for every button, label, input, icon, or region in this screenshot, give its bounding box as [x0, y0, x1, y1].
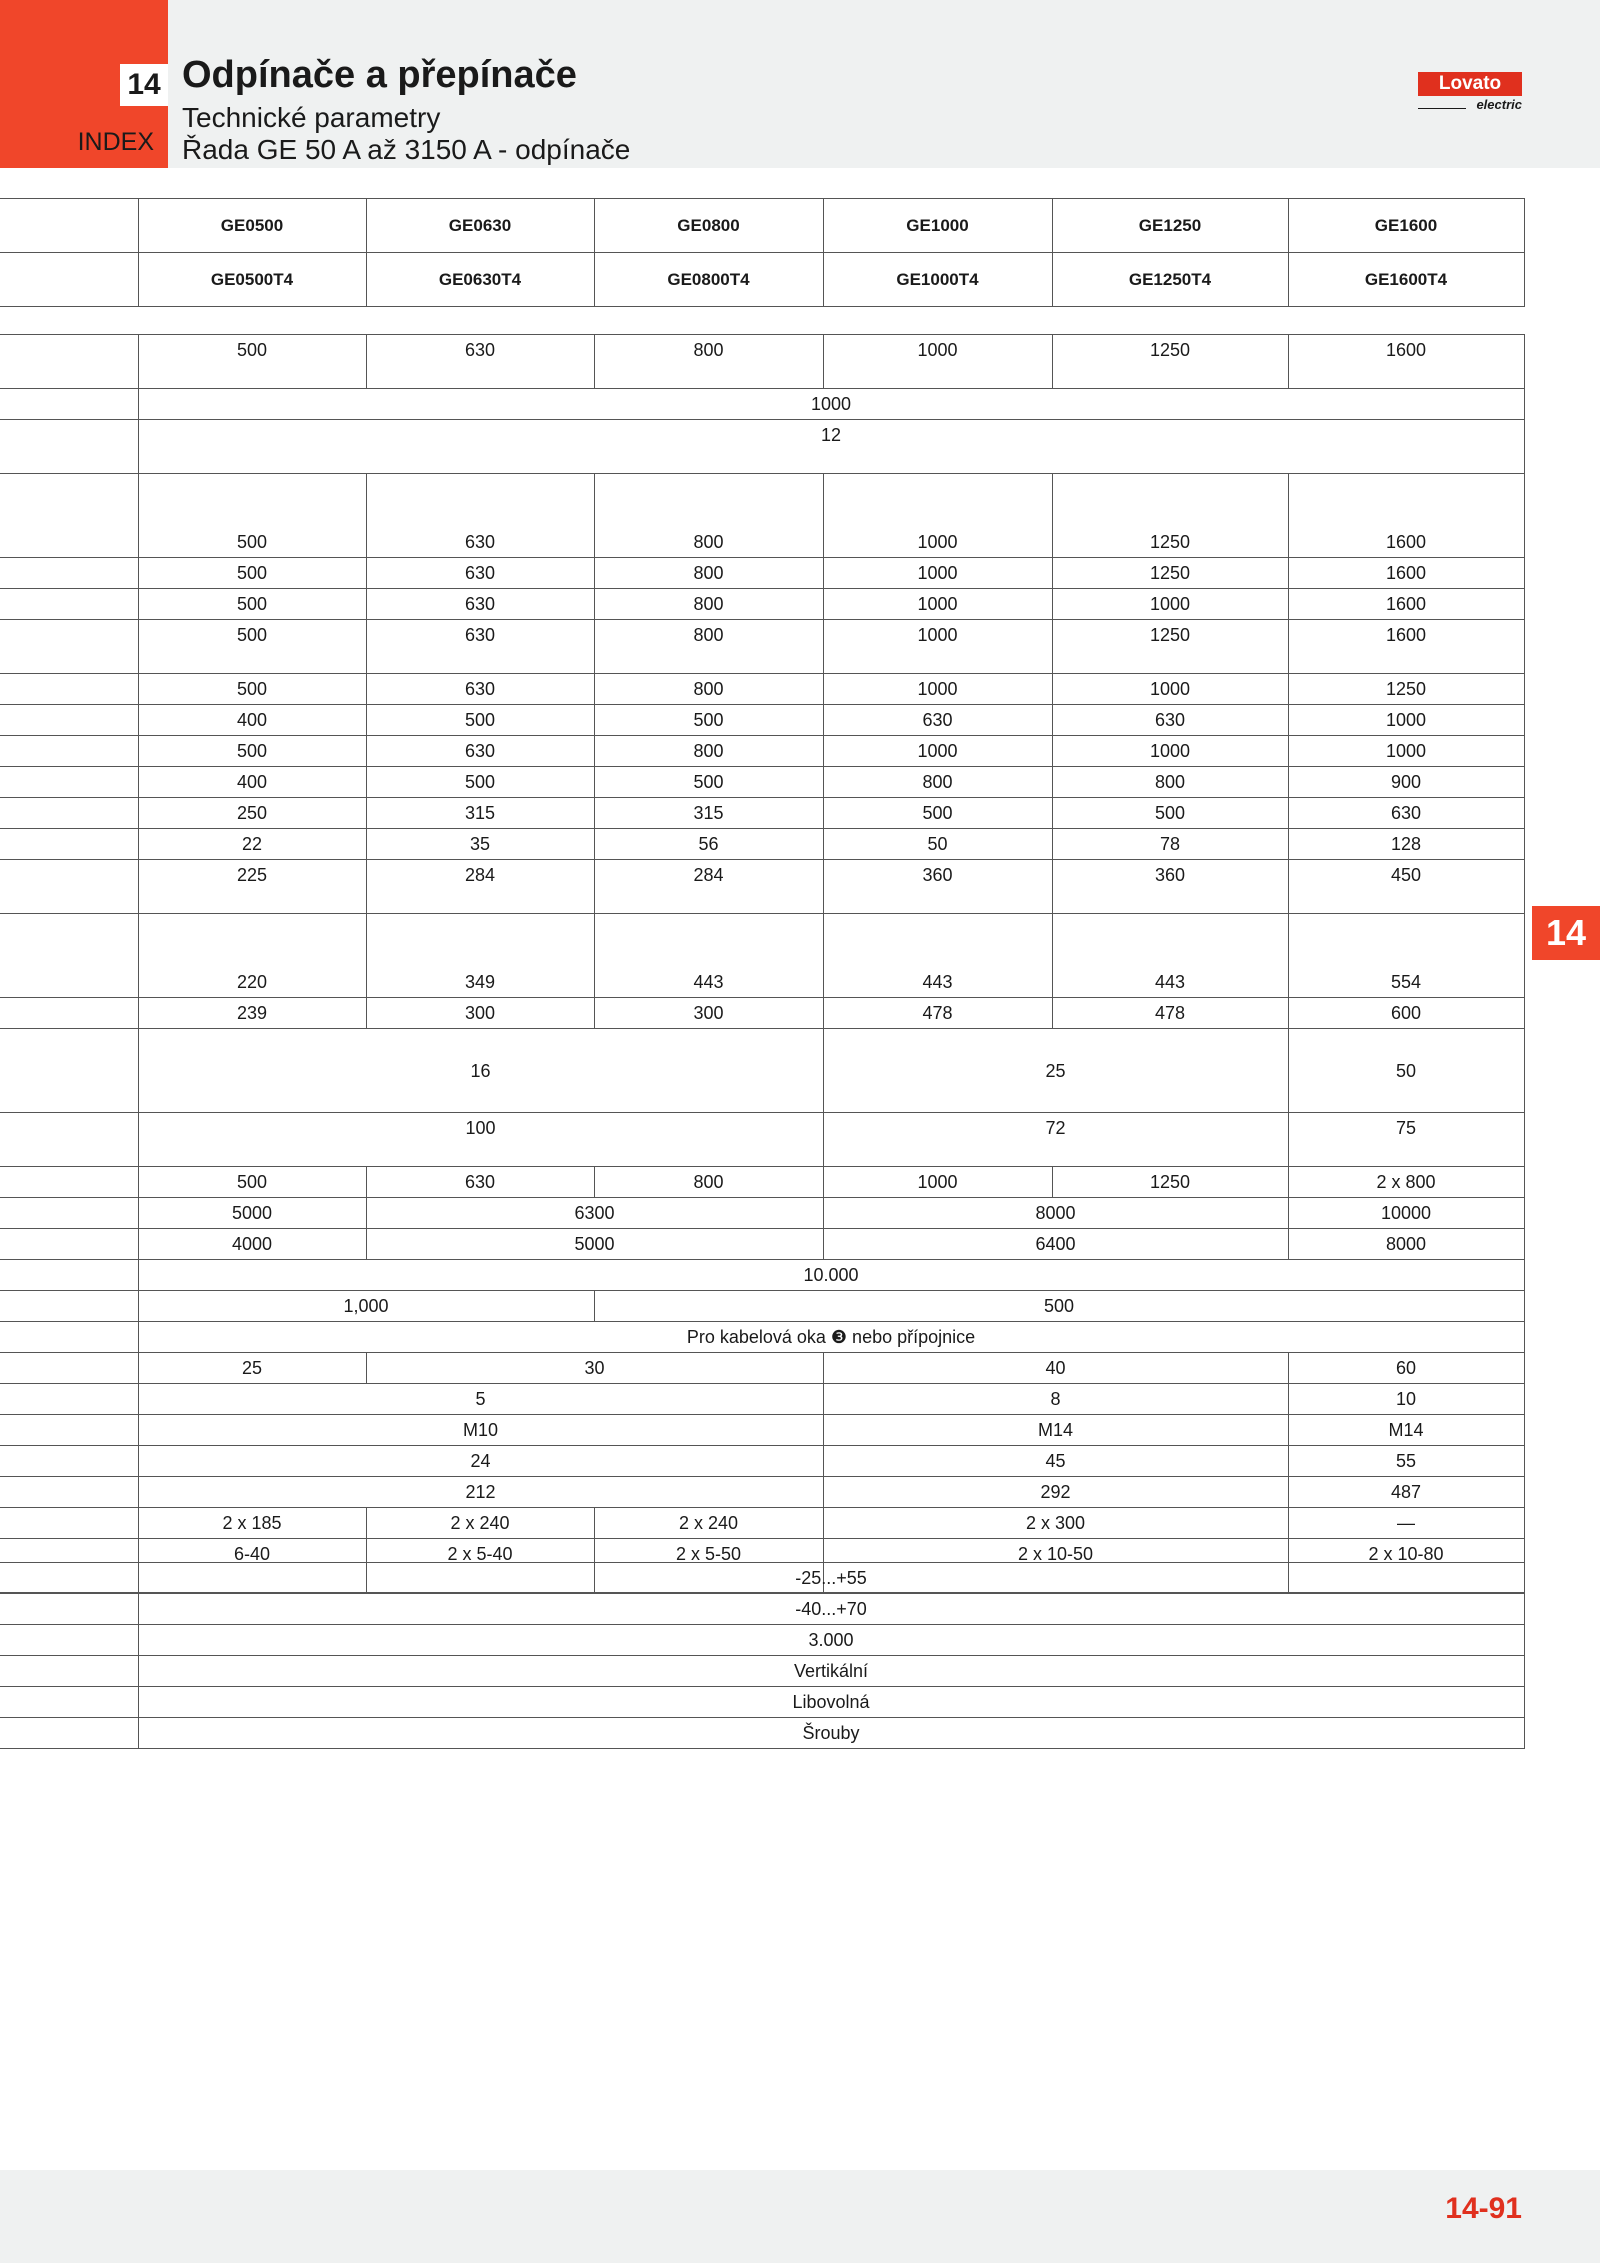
table-cell: 50: [1288, 1029, 1524, 1113]
table-cell: 1600: [1288, 558, 1524, 589]
table-cell: 1000: [823, 558, 1052, 589]
table-cell: 800: [823, 767, 1052, 798]
page-title: Odpínače a přepínače: [182, 54, 577, 96]
table-cell: 1250: [1288, 674, 1524, 705]
table-row: [0, 1322, 1524, 1353]
table-cell: 478: [823, 998, 1052, 1029]
table-cell: -25...+55: [138, 1563, 1524, 1594]
table-row: [0, 1687, 1524, 1718]
table-cell: 212: [138, 1477, 823, 1508]
models-table: [0, 198, 1525, 307]
table-cell: 500: [138, 335, 366, 389]
index-link[interactable]: INDEX: [77, 128, 154, 156]
table-cell: 5000: [366, 1229, 823, 1260]
table-cell: 500: [138, 589, 366, 620]
page-subtitle: Technické parametry: [182, 102, 441, 133]
table-cell: 360: [823, 860, 1052, 914]
table-cell: 1600: [1288, 474, 1524, 558]
table-cell: 2 x 800: [1288, 1167, 1524, 1198]
table-cell: 10.000: [138, 1260, 1524, 1291]
table-cell: 2 x 5-50: [594, 1539, 823, 1593]
table-cell: 443: [594, 914, 823, 998]
table-cell: 1250: [1052, 620, 1288, 674]
table-cell: 1000: [823, 589, 1052, 620]
table-cell: 630: [366, 1167, 594, 1198]
table-cell: 400: [138, 705, 366, 736]
table-cell: 800: [594, 474, 823, 558]
table-cell: 1250: [1052, 558, 1288, 589]
table-cell: 2 x 300: [823, 1508, 1288, 1539]
table-cell: M10: [138, 1415, 823, 1446]
table-cell: 1000: [1288, 705, 1524, 736]
table-row: [0, 335, 1524, 389]
table-cell: 900: [1288, 767, 1524, 798]
table-cell: 12: [138, 420, 1524, 474]
table-row: [0, 253, 1524, 307]
table-cell: 6-40: [138, 1539, 366, 1593]
table-row: [0, 798, 1524, 829]
table-cell: 2 x 10-80: [1288, 1539, 1524, 1593]
table-cell: 500: [823, 798, 1052, 829]
table-cell: 6400: [823, 1229, 1288, 1260]
table-cell: 45: [823, 1446, 1288, 1477]
table-cell: 315: [594, 798, 823, 829]
table-cell: 100: [138, 1113, 823, 1167]
table-cell: 16: [138, 1029, 823, 1113]
table-cell: 50: [823, 829, 1052, 860]
table-row: [0, 1594, 1524, 1625]
table-cell: 1000: [1052, 674, 1288, 705]
table-cell: 800: [1052, 767, 1288, 798]
table-cell: 487: [1288, 1477, 1524, 1508]
table-cell: 500: [1052, 798, 1288, 829]
table-cell: 22: [138, 829, 366, 860]
model-ge1000: GE1000: [823, 199, 1052, 253]
table-cell: 500: [366, 705, 594, 736]
table-cell: 500: [138, 474, 366, 558]
table-row: [0, 1508, 1524, 1539]
table-cell: 315: [366, 798, 594, 829]
model-ge1600t4: GE1600T4: [1288, 253, 1524, 307]
table-cell: 2 x 240: [366, 1508, 594, 1539]
table-row: [0, 1229, 1524, 1260]
model-ge0630t4: GE0630T4: [366, 253, 594, 307]
table-row: [0, 736, 1524, 767]
table-cell: 630: [823, 705, 1052, 736]
table-cell: 284: [594, 860, 823, 914]
table-row: [0, 1260, 1524, 1291]
page-footer: [0, 2170, 1600, 2263]
table-cell: Vertikální: [138, 1656, 1524, 1687]
table-row: [0, 1656, 1524, 1687]
table-cell: 1600: [1288, 620, 1524, 674]
table-cell: 500: [138, 736, 366, 767]
table-cell: 8000: [823, 1198, 1288, 1229]
section-tab[interactable]: [0, 0, 168, 168]
table-row: [0, 705, 1524, 736]
table-cell: 478: [1052, 998, 1288, 1029]
table-row: [0, 1718, 1524, 1749]
table-cell: 2 x 10-50: [823, 1539, 1288, 1593]
table-cell: 25: [823, 1029, 1288, 1113]
table-cell: 4000: [138, 1229, 366, 1260]
table-cell: 1000: [823, 1167, 1052, 1198]
table-cell: 450: [1288, 860, 1524, 914]
table-cell: 60: [1288, 1353, 1524, 1384]
table-cell: 284: [366, 860, 594, 914]
table-cell: 10000: [1288, 1198, 1524, 1229]
table-row: [0, 420, 1524, 474]
series-subtitle: Řada GE 50 A až 3150 A - odpínače: [182, 134, 631, 165]
table-row: [0, 914, 1524, 998]
table-row: [0, 1477, 1524, 1508]
table-cell: 128: [1288, 829, 1524, 860]
table-cell: M14: [823, 1415, 1288, 1446]
table-cell: 3.000: [138, 1625, 1524, 1656]
table-cell: 600: [1288, 998, 1524, 1029]
table-cell: 500: [138, 620, 366, 674]
table-cell: -40...+70: [138, 1594, 1524, 1625]
table-cell: 1000: [823, 474, 1052, 558]
table-cell: 78: [1052, 829, 1288, 860]
table-cell: 1000: [823, 620, 1052, 674]
table-cell: 800: [594, 736, 823, 767]
table-cell: 6300: [366, 1198, 823, 1229]
table-row: [0, 620, 1524, 674]
table-cell: 630: [366, 620, 594, 674]
table-cell: 500: [366, 767, 594, 798]
table-cell: 1000: [823, 736, 1052, 767]
table-row: [0, 1291, 1524, 1322]
table-cell: 8000: [1288, 1229, 1524, 1260]
table-row: [0, 1563, 1524, 1594]
table-row: [0, 474, 1524, 558]
table-row: [0, 589, 1524, 620]
table-cell: 1250: [1052, 474, 1288, 558]
table-cell: 2 x 240: [594, 1508, 823, 1539]
table-cell: 30: [366, 1353, 823, 1384]
table-cell: 1000: [1052, 589, 1288, 620]
logo-mark: Lovato: [1418, 72, 1522, 96]
table-cell: 500: [138, 558, 366, 589]
table-cell: 1000: [823, 674, 1052, 705]
table-row: [0, 829, 1524, 860]
table-cell: 24: [138, 1446, 823, 1477]
table-cell: 800: [594, 589, 823, 620]
table-row: [0, 1167, 1524, 1198]
model-ge0500: GE0500: [138, 199, 366, 253]
environment-table: [0, 1562, 1525, 1749]
table-cell: Libovolná: [138, 1687, 1524, 1718]
section-number: 14: [120, 64, 168, 106]
table-cell: 1600: [1288, 335, 1524, 389]
table-cell: 35: [366, 829, 594, 860]
model-ge1250: GE1250: [1052, 199, 1288, 253]
table-cell: 800: [594, 674, 823, 705]
lovato-logo: [1418, 72, 1522, 114]
table-cell: 40: [823, 1353, 1288, 1384]
model-ge0630: GE0630: [366, 199, 594, 253]
table-cell: 500: [594, 705, 823, 736]
table-cell: 2 x 5-40: [366, 1539, 594, 1593]
table-cell: 800: [594, 620, 823, 674]
table-row: [0, 1384, 1524, 1415]
table-cell: 1600: [1288, 589, 1524, 620]
parameters-table: [0, 334, 1525, 1593]
table-cell: 400: [138, 767, 366, 798]
table-cell: 10: [1288, 1384, 1524, 1415]
table-row: [0, 767, 1524, 798]
table-cell: 1250: [1052, 335, 1288, 389]
model-ge0800t4: GE0800T4: [594, 253, 823, 307]
table-cell: 630: [366, 736, 594, 767]
table-cell: 630: [366, 558, 594, 589]
table-cell: 500: [138, 1167, 366, 1198]
table-cell: 630: [1052, 705, 1288, 736]
table-cell: 800: [594, 335, 823, 389]
table-cell: 443: [823, 914, 1052, 998]
table-cell: 220: [138, 914, 366, 998]
table-cell: 630: [1288, 798, 1524, 829]
table-row: [0, 1625, 1524, 1656]
table-cell: 1000: [1288, 736, 1524, 767]
logo-underline: [1418, 108, 1466, 109]
table-cell: 349: [366, 914, 594, 998]
table-row: [0, 199, 1524, 253]
side-section-tab[interactable]: 14: [1532, 906, 1600, 960]
table-cell: 25: [138, 1353, 366, 1384]
model-ge0500t4: GE0500T4: [138, 253, 366, 307]
table-row: [0, 998, 1524, 1029]
table-row: [0, 1113, 1524, 1167]
table-cell: Pro kabelová oka ❸ nebo přípojnice: [138, 1322, 1524, 1353]
table-cell: 800: [594, 558, 823, 589]
table-row: [0, 1198, 1524, 1229]
table-cell: 630: [366, 589, 594, 620]
table-cell: 630: [366, 335, 594, 389]
table-row: [0, 1029, 1524, 1113]
table-cell: 56: [594, 829, 823, 860]
table-cell: 554: [1288, 914, 1524, 998]
table-cell: 1000: [1052, 736, 1288, 767]
page-number: 14-91: [1445, 2192, 1522, 2225]
table-cell: 500: [594, 767, 823, 798]
table-cell: 72: [823, 1113, 1288, 1167]
table-cell: 250: [138, 798, 366, 829]
table-cell: 5000: [138, 1198, 366, 1229]
table-cell: 300: [366, 998, 594, 1029]
table-cell: 5: [138, 1384, 823, 1415]
table-cell: Šrouby: [138, 1718, 1524, 1749]
table-cell: 225: [138, 860, 366, 914]
table-cell: 8: [823, 1384, 1288, 1415]
table-cell: 292: [823, 1477, 1288, 1508]
logo-subtext: electric: [1476, 97, 1522, 112]
table-cell: 2 x 185: [138, 1508, 366, 1539]
page-header: [0, 0, 1600, 168]
table-cell: 300: [594, 998, 823, 1029]
table-cell: 500: [594, 1291, 1524, 1322]
table-cell: 239: [138, 998, 366, 1029]
model-ge1250t4: GE1250T4: [1052, 253, 1288, 307]
table-row: [0, 558, 1524, 589]
table-cell: 630: [366, 674, 594, 705]
table-cell: 800: [594, 1167, 823, 1198]
table-cell: M14: [1288, 1415, 1524, 1446]
table-cell: 443: [1052, 914, 1288, 998]
table-cell: 1000: [138, 389, 1524, 420]
table-cell: 1250: [1052, 1167, 1288, 1198]
table-row: [0, 389, 1524, 420]
table-row: [0, 1415, 1524, 1446]
model-ge1600: GE1600: [1288, 199, 1524, 253]
table-cell: 630: [366, 474, 594, 558]
table-row: [0, 1353, 1524, 1384]
table-row: [0, 674, 1524, 705]
table-cell: 1,000: [138, 1291, 594, 1322]
table-cell: 55: [1288, 1446, 1524, 1477]
table-cell: 360: [1052, 860, 1288, 914]
table-cell: 75: [1288, 1113, 1524, 1167]
table-row: [0, 1446, 1524, 1477]
table-cell: —: [1288, 1508, 1524, 1539]
table-row: [0, 860, 1524, 914]
model-ge0800: GE0800: [594, 199, 823, 253]
model-ge1000t4: GE1000T4: [823, 253, 1052, 307]
table-cell: 500: [138, 674, 366, 705]
table-cell: 1000: [823, 335, 1052, 389]
